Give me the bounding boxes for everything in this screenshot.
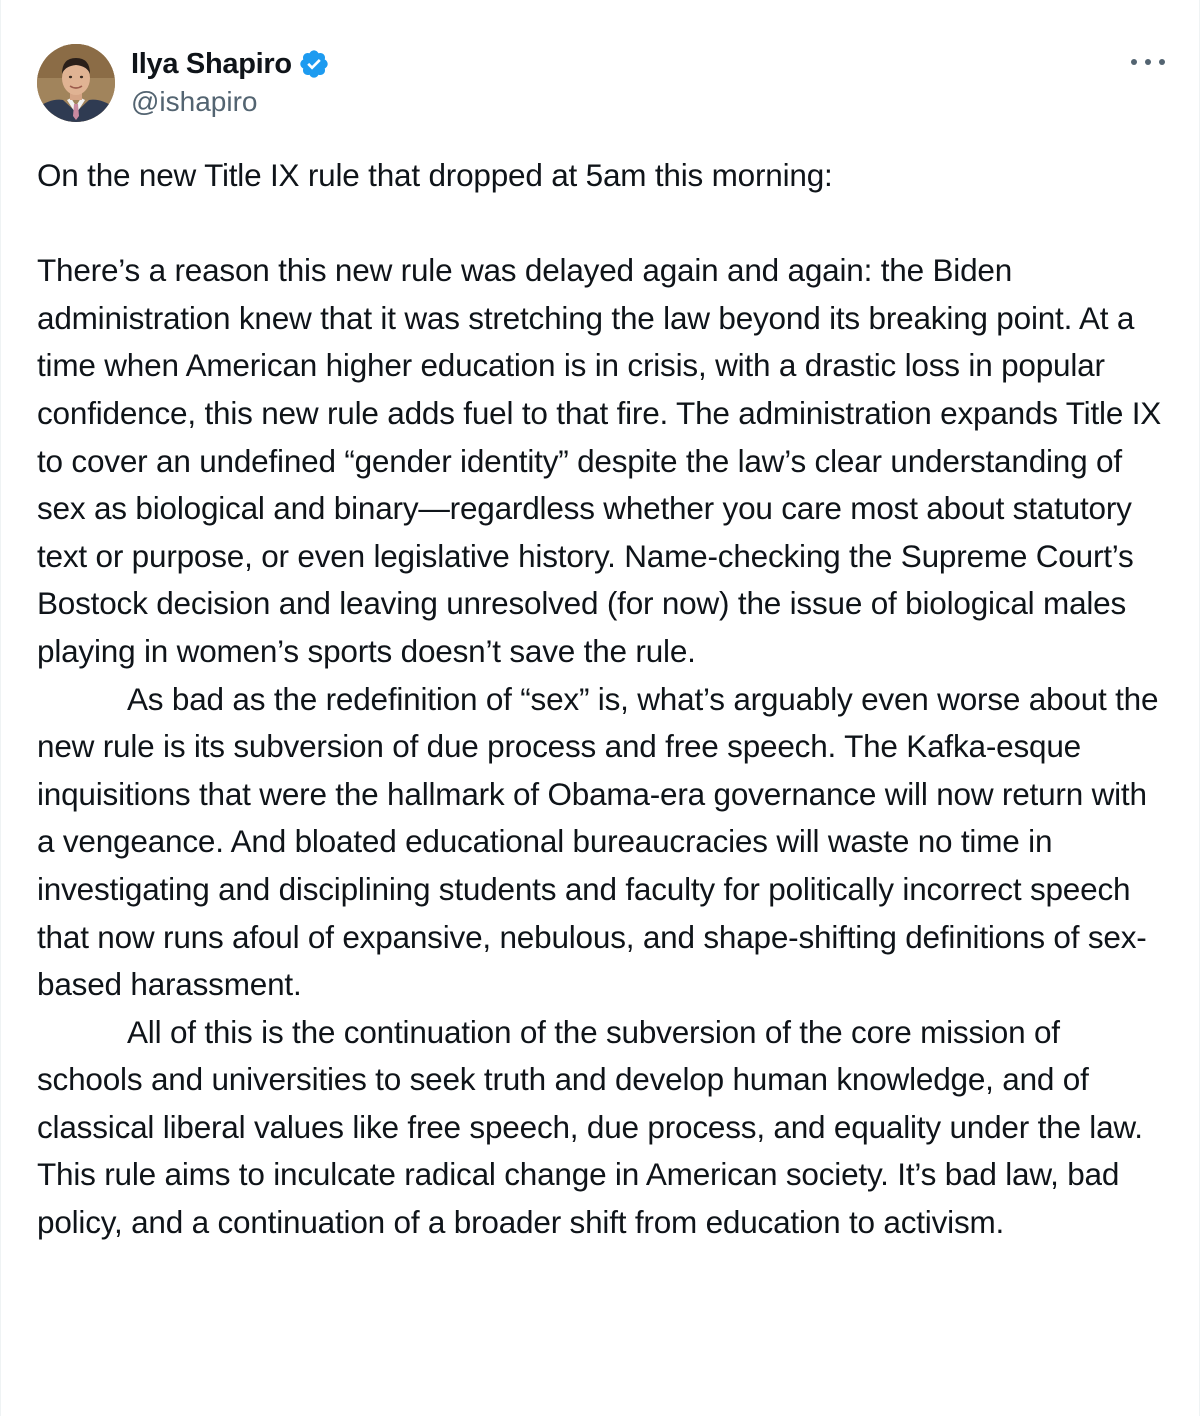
tweet-paragraph-3: All of this is the continuation of the subversion of the core mission of schools and universities to seek truth and develop human knowledge, and of classical liberal values like free speech, due process, and equality under the law. This rule aims to inculcate radical change in American society. It’s bad law, bad policy, and a continuation of a broader shift from education to activism. <box>37 1013 1143 1241</box>
more-options-icon[interactable] <box>1131 52 1165 72</box>
author-avatar[interactable] <box>37 44 115 122</box>
more-dot <box>1145 59 1151 65</box>
more-dot <box>1159 59 1165 65</box>
author-display-name[interactable]: Ilya Shapiro <box>131 48 292 80</box>
tweet-paragraph-2: As bad as the redefinition of “sex” is, what’s arguably even worse about the new rule is its subversion of due process and free speech. The Kafka-esque inquisitions that were the hallmark of Obama-era governance will now return with a vengeance. And bloated educational bureaucracies will waste no time in investigating and disciplining students and faculty for politically incorrect speech that now runs afoul of expansive, nebulous, and shape-shifting definitions of sex-based harassment. <box>37 680 1159 1003</box>
author-handle[interactable]: @ishapiro <box>131 86 258 117</box>
tweet-intro: On the new Title IX rule that dropped at 5am this morning: <box>37 157 833 193</box>
avatar-portrait <box>37 44 115 122</box>
tweet-paragraph-3-wrap <box>37 1009 1172 1247</box>
tweet-paragraph-2-wrap <box>37 676 1172 1009</box>
tweet-paragraph-1: There’s a reason this new rule was delayed again and again: the Biden administration knew that it was stretching the law beyond its breaking point. At a time when American higher education is in crisis, with a drastic loss in popular confidence, this new rule adds fuel to that fire. The administration expands Title IX to cover an undefined “gender identity” despite the law’s clear understanding of sex as biological and binary—regardless whether you care most about statutory text or purpose, or even legislative history. Name-checking the Supreme Court’s Bostock decision and leaving unresolved (for now) the issue of biological males playing in women’s sports doesn’t save the rule. <box>37 252 1162 669</box>
tweet-header <box>37 44 330 122</box>
tweet-text <box>37 152 1172 1247</box>
author-identity <box>131 46 330 120</box>
verified-badge-icon <box>298 48 330 80</box>
author-name-row <box>131 46 330 82</box>
more-dot <box>1131 59 1137 65</box>
paragraph-spacer <box>37 200 1172 248</box>
